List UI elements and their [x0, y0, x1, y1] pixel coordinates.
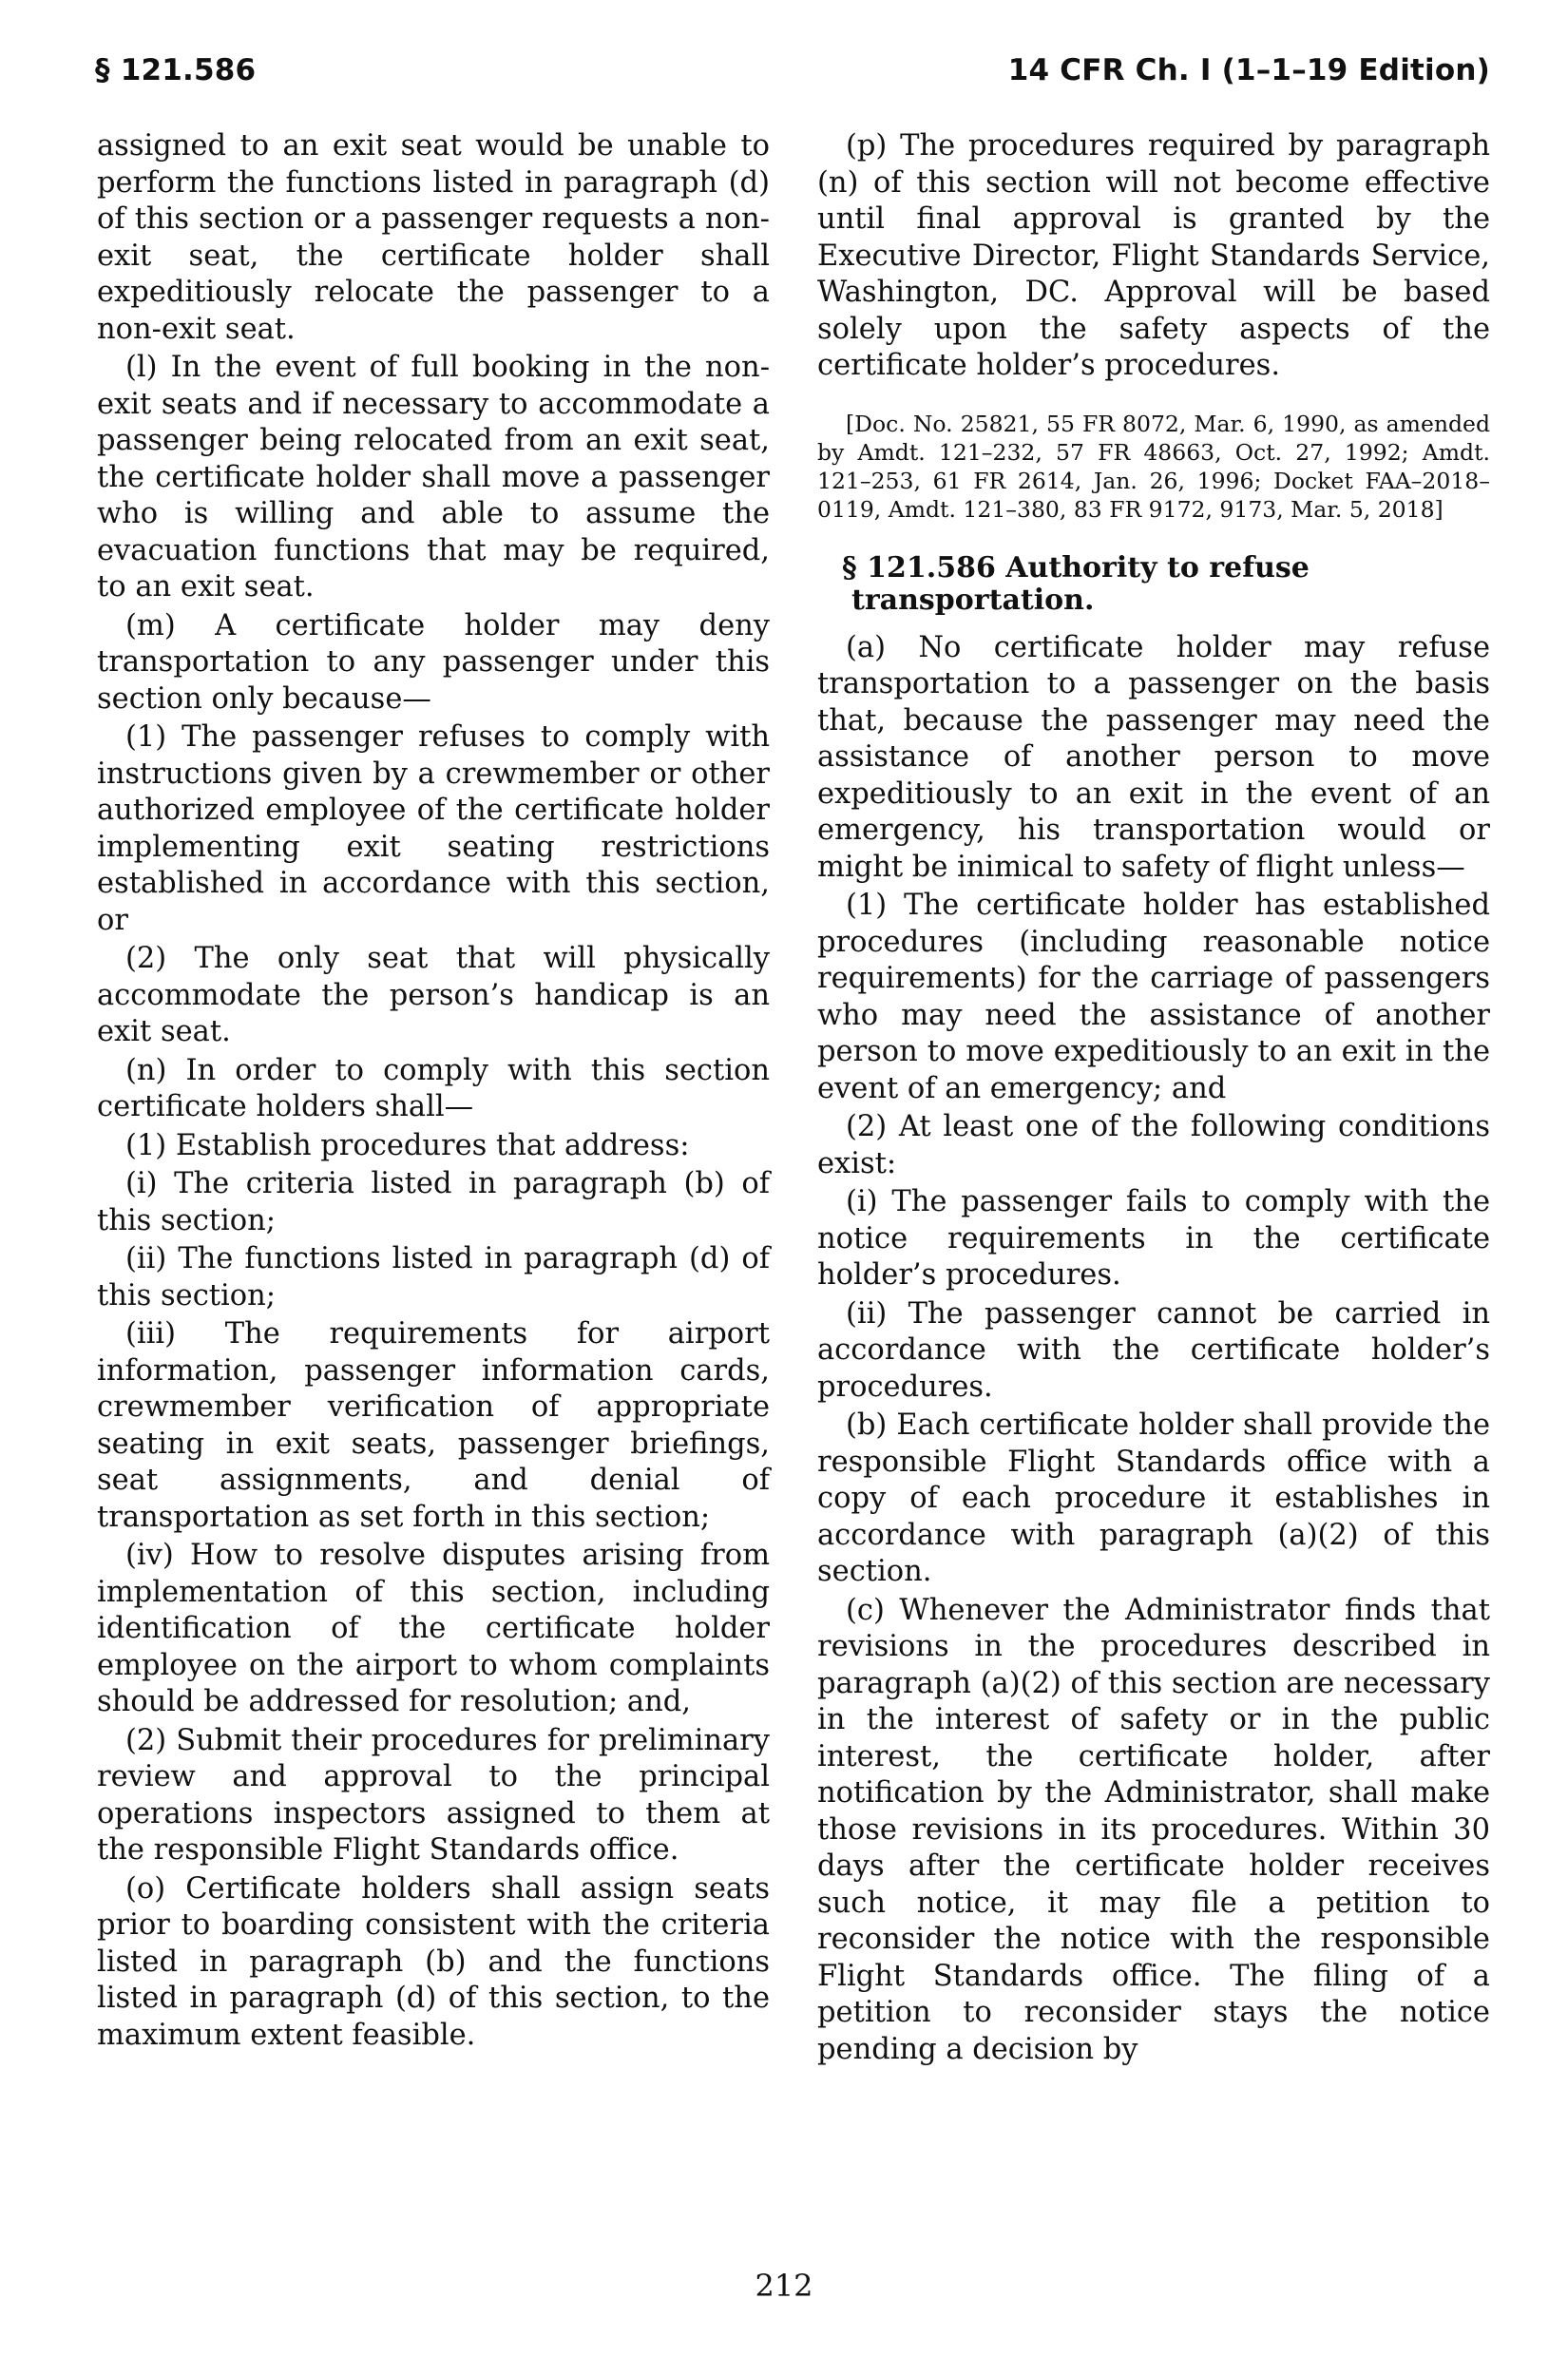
paragraph-a-2: (2) At least one of the following conditions exist:: [817, 1110, 1490, 1180]
section-heading: [817, 552, 1490, 617]
paragraph-k-continued: assigned to an exit seat would be unable to perform the functions listed in paragraph (d) of this section or a passenger requests a non-exit seat, the certificate holder shall expeditiously relocate the passenger to a non-exit seat.: [97, 129, 770, 346]
paragraph-n-1-iv: (iv) How to resolve disputes arising from implementation of this section, including identification of the certificate holder employee on the airport to whom complaints should be addressed for resolution; and,: [97, 1539, 770, 1718]
paragraph-a-1: (1) The certificate holder has established procedures (including reasonable notice requirements) for the carriage of passengers who may need the assistance of another person to move expeditiously to an exit in the event of an emergency; and: [817, 889, 1490, 1105]
paragraph-a: (a) No certificate holder may refuse transportation to a passenger on the basis that, because the passenger may need the assistance of another person to move expeditiously to an exit in the event of an emergency, his transportation would or might be inimical to safety of flight unless—: [817, 630, 1490, 884]
paragraph-a-2-ii: (ii) The passenger cannot be carried in accordance with the certificate holder’s procedures.: [817, 1296, 1490, 1404]
left-column: [97, 128, 770, 2056]
paragraph-n-1-ii: (ii) The functions listed in paragraph (d) of this section;: [97, 1242, 770, 1313]
paragraph-o: (o) Certificate holders shall assign seats prior to boarding consistent with the criteria listed in paragraph (b) and the functions listed in paragraph (d) of this section, to the maximum extent feasible.: [97, 1871, 770, 2052]
paragraph-n: (n) In order to comply with this section certificate holders shall—: [97, 1053, 770, 1123]
header-section-number: § 121.586: [95, 53, 257, 87]
paragraph-p: (p) The procedures required by paragraph (n) of this section will not become effective until final approval is granted by the Executive Director, Flight Standards Service, Washington, DC. Approval will be based solely upon the safety aspects of the certificate holder’s procedures.: [817, 129, 1490, 382]
right-column: [817, 128, 1490, 2070]
section-heading-number: § 121.586: [842, 550, 996, 584]
running-header: [95, 53, 1490, 91]
page-number: 212: [755, 2268, 813, 2304]
paragraph-l: (l) In the event of full booking in the non-exit seats and if necessary to accommodate a passenger being relocated from an exit seat, the certificate holder shall move a passenger who is willing and able to assume the evacuation functions that may be required, to an exit seat.: [97, 351, 770, 604]
paragraph-b: (b) Each certificate holder shall provide the responsible Flight Standards office with a copy of each procedure it establishes in accordance with paragraph (a)(2) of this section.: [817, 1408, 1490, 1588]
header-title: 14 CFR Ch. I (1–1–19 Edition): [1007, 53, 1490, 87]
section-heading-title: Authority to refuse transportation.: [851, 550, 1310, 617]
paragraph-n-1-i: (i) The criteria listed in paragraph (b) of this section;: [97, 1167, 770, 1237]
paragraph-c: (c) Whenever the Administrator finds that revisions in the procedures described in paragraph (a)(2) of this section are necessary in the interest of safety or in the public interest, the certificate holder, after notification by the Administrator, shall make those revisions in its procedures. Within 30 days after the certificate holder receives such notice, it may file a petition to reconsider the notice with the responsible Flight Standards office. The filing of a petition to reconsider stays the notice pending a decision by: [817, 1593, 1490, 2066]
paragraph-m-1: (1) The passenger refuses to comply with instructions given by a crewmember or other authorized employee of the certificate holder implementing exit seating restrictions established in accordance with this section, or: [97, 720, 770, 937]
paragraph-a-2-i: (i) The passenger fails to comply with the notice requirements in the certificate holder’s procedures.: [817, 1185, 1490, 1292]
paragraph-n-2: (2) Submit their procedures for preliminary review and approval to the principal operations inspectors assigned to them at the responsible Flight Standards office.: [97, 1723, 770, 1867]
paragraph-n-1: (1) Establish procedures that address:: [125, 1128, 690, 1162]
paragraph-n-1-iii: (iii) The requirements for airport information, passenger information cards, crewmember verification of appropriate seating in exit seats, passenger briefings, seat assignments, and denial of transportation as set forth in this section;: [97, 1317, 770, 1534]
paragraph-m: (m) A certificate holder may deny transportation to any passenger under this section only because—: [97, 608, 770, 716]
paragraph-m-2: (2) The only seat that will physically accommodate the person’s handicap is an exit seat.: [97, 942, 770, 1048]
amendment-citation: [Doc. No. 25821, 55 FR 8072, Mar. 6, 1990, as amended by Amdt. 121–232, 57 FR 48663, Oct. 27, 1992; Amdt. 121–253, 61 FR 2614, Jan. 26, 1996; Docket FAA–2018–0119, Amdt. 121–380, 83 FR 9172, 9173, Mar. 5, 2018]: [817, 410, 1490, 523]
